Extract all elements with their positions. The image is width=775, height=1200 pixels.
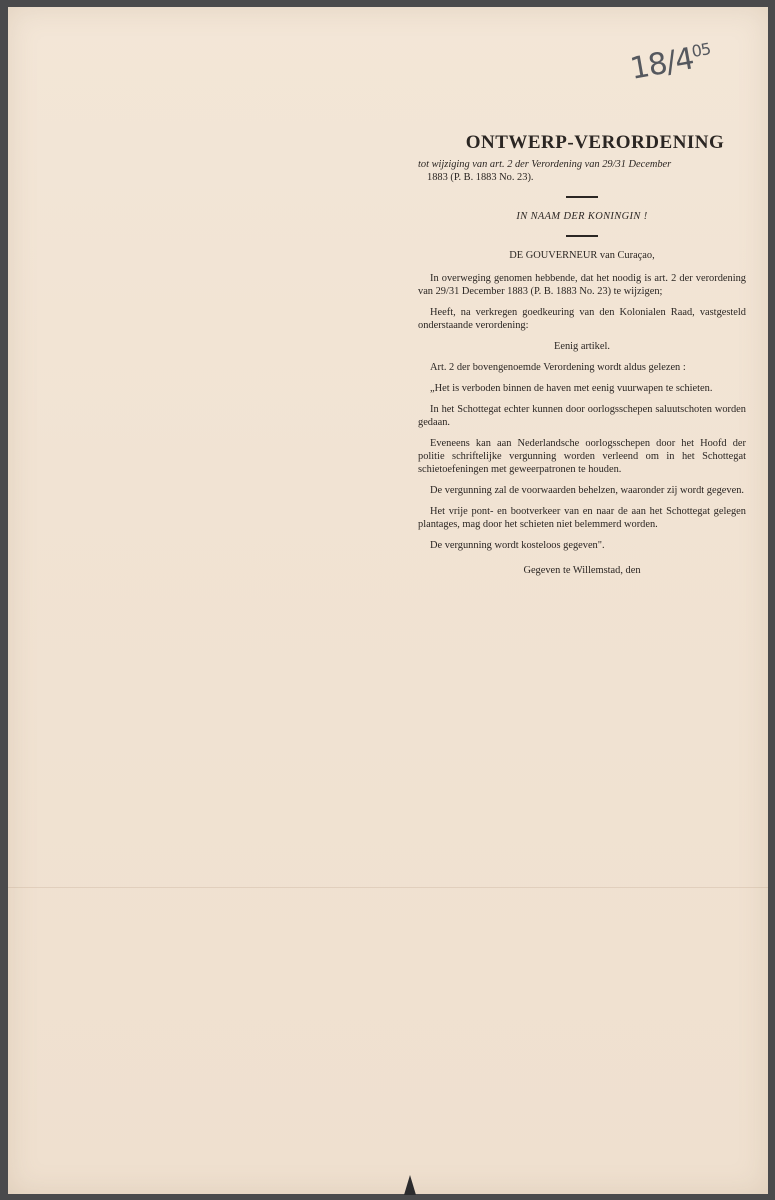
paragraph-art2: Art. 2 der bovengenoemde Verordening wordt aldus gelezen : — [430, 362, 686, 373]
paragraph-kosteloos: De vergunning wordt kosteloos gegeven". — [430, 540, 605, 551]
document-title: ONTWERP-VERORDENING — [465, 132, 725, 153]
paragraph-vergunning-oefeningen: Eveneens kan aan Nederlandsche oorlogsschepen door het Hoofd der politie schriftelijke vergunning worden verleend om in het Schottegat schietoefeningen met geweerpatronen te houden. — [418, 438, 746, 475]
document-subtitle — [418, 158, 746, 184]
handwritten-date-sup: 05 — [690, 39, 712, 62]
divider-rule — [566, 196, 598, 198]
paragraph-overweging: In overweging genomen hebbende, dat het noodig is art. 2 der verordening van 29/31 December 1883 (P. B. 1883 No. 23) te wijzigen; — [418, 273, 746, 297]
page-notch-mark — [404, 1175, 416, 1195]
divider-rule — [566, 235, 598, 237]
subtitle-line-1: tot wijziging van art. 2 der Verordening van 29/31 December — [418, 159, 672, 170]
gouverneur-heading: DE GOUVERNEUR van Curaçao, — [509, 250, 655, 261]
paragraph-voorwaarden: De vergunning zal de voorwaarden behelzen, waaronder zij wordt gegeven. — [430, 485, 744, 496]
paragraph-verbod: „Het is verboden binnen de haven met eenig vuurwapen te schieten. — [430, 383, 713, 394]
decree-text-column — [418, 131, 746, 577]
handwritten-date-main: 18/4 — [627, 41, 697, 87]
gegeven-line: Gegeven te Willemstad, den — [523, 565, 641, 576]
article-heading: Eenig artikel. — [554, 341, 610, 352]
document-page — [8, 7, 768, 1194]
subtitle-line-2: 1883 (P. B. 1883 No. 23). — [427, 172, 534, 183]
in-naam-heading: IN NAAM DER KONINGIN ! — [516, 211, 648, 222]
paragraph-pontverkeer: Het vrije pont- en bootverkeer van en naar de aan het Schottegat gelegen plantages, mag door het schieten niet belemmerd worden. — [418, 506, 746, 530]
paragraph-saluutschoten: In het Schottegat echter kunnen door oorlogsschepen saluutschoten worden gedaan. — [418, 404, 746, 428]
paper-fold-line — [8, 887, 768, 888]
paragraph-goedkeuring: Heeft, na verkregen goedkeuring van den Kolonialen Raad, vastgesteld onderstaande verordening: — [418, 307, 746, 331]
handwritten-date-note — [628, 38, 715, 87]
